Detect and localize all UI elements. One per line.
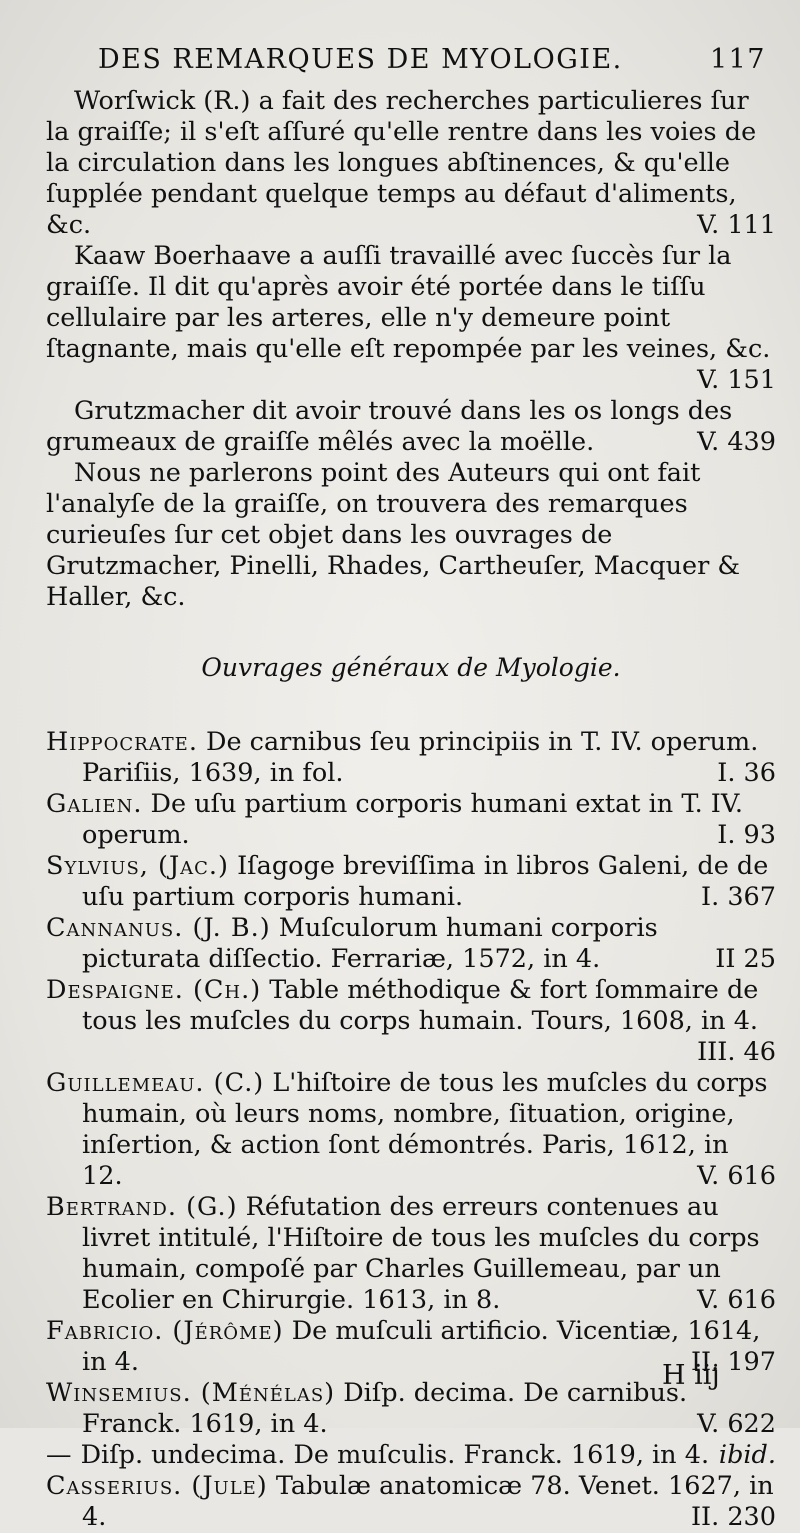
page-header-title: DES REMARQUES DE MYOLOGIE. — [98, 44, 623, 75]
entry-author: Sylvius, (Jac.) — [46, 851, 229, 881]
entry-text: Diſp. undecima. De muſculis. Franck. 1619, in 4. — [80, 1440, 710, 1470]
entry-author: Hippocrate. — [46, 727, 198, 757]
entry-author: Despaigne. (Ch.) — [46, 975, 262, 1005]
entry-author: Galien. — [46, 789, 143, 819]
entry-reference: ibid. — [718, 1440, 776, 1470]
paragraph-text: Kaaw Boerhaave a auſſi travaillé avec ſuccès ſur la graiſſe. Il dit qu'après avoir été portée dans le tiſſu cellulaire par les arteres, elle n'y demeure point ſtagnante, mais qu'elle eſt repompée par les veines, &c. — [46, 241, 771, 364]
bibliography-entry — [46, 975, 776, 1067]
entry-author: Cannanus. (J. B.) — [46, 913, 271, 943]
paragraph — [46, 241, 776, 395]
bibliography-entry — [46, 1068, 776, 1192]
bibliography-entry — [46, 789, 776, 851]
bibliography-entry — [46, 1471, 776, 1533]
reference: V. 151 — [697, 365, 776, 395]
page-body — [46, 86, 776, 1533]
entry-text: Diſp. decima. De carnibus. Franck. 1619, in 4. — [82, 1378, 688, 1439]
entry-text: Tabulæ anatomicæ 78. Venet. 1627, in 4. — [82, 1471, 774, 1532]
bibliography-entry — [46, 1192, 776, 1316]
entry-reference: II. 197 — [690, 1347, 776, 1377]
signature-mark: H iij — [662, 1360, 720, 1391]
paragraph-text: Grutzmacher dit avoir trouvé dans les os longs des grumeaux de graiſſe mêlés avec la moëlle. — [46, 396, 733, 457]
paragraph — [46, 396, 776, 458]
paragraph-text: Nous ne parlerons point des Auteurs qui ont fait l'analyſe de la graiſſe, on trouvera des remarques curieuſes ſur cet objet dans les ouvrages de Grutzmacher, Pinelli, Rhades, Cartheuſer, Macquer & Haller, &c. — [46, 458, 741, 612]
paragraph — [46, 86, 776, 241]
running-header — [98, 44, 766, 84]
entry-reference: II 25 — [715, 944, 776, 974]
bibliography-entry — [46, 851, 776, 913]
entry-reference: V. 616 — [697, 1285, 776, 1315]
bibliography-entry — [46, 727, 776, 789]
bibliography-entry — [46, 1440, 776, 1471]
entry-text: De uſu partium corporis humani extat in T. IV. operum. — [82, 789, 743, 850]
entry-reference: V. 616 — [697, 1161, 776, 1191]
entry-reference: I. 367 — [701, 882, 776, 912]
entry-author: Casserius. (Jule) — [46, 1471, 268, 1501]
entry-reference: I. 36 — [717, 758, 776, 788]
entry-text: Iſagoge breviſſima in libros Galeni, de de uſu partium corporis humani. — [82, 851, 769, 912]
entry-reference: III. 46 — [697, 1037, 776, 1067]
entry-reference: I. 93 — [717, 820, 776, 850]
entry-author: Guillemeau. (C.) — [46, 1068, 265, 1098]
entry-reference: II. 230 — [690, 1502, 776, 1532]
entry-text: De muſculi artificio. Vicentiæ, 1614, in 4. — [82, 1316, 761, 1377]
entry-author: Fabricio. (Jérôme) — [46, 1316, 284, 1346]
entry-text: Table méthodique & fort ſommaire de tous les muſcles du corps humain. Tours, 1608, in 4. — [82, 975, 759, 1036]
page-number: 117 — [709, 44, 766, 75]
entry-reference: V. 622 — [697, 1409, 776, 1439]
reference: V. 439 — [697, 427, 776, 457]
paragraph — [46, 458, 776, 613]
entry-text: L'hiſtoire de tous les muſcles du corps humain, où leurs noms, nombre, ſituation, origine, inſertion, & action ſont démontrés. Paris, 1612, in 12. — [82, 1068, 768, 1191]
entry-text: Muſculorum humani corporis picturata diſſectio. Ferrariæ, 1572, in 4. — [82, 913, 658, 974]
entry-text: De carnibus ſeu principiis in T. IV. operum. Pariſiis, 1639, in fol. — [82, 727, 759, 788]
paragraph-text: Worſwick (R.) a fait des recherches particulieres ſur la graiſſe; il s'eſt aſſuré qu'elle rentre dans les voies de la circulation dans les longues abſtinences, & qu'elle ſupplée pendant quelque temps au défaut d'aliments, &c. — [46, 86, 757, 240]
reference: V. 111 — [697, 210, 776, 240]
entry-text: Réfutation des erreurs contenues au livret intitulé, l'Hiſtoire de tous les muſcles du corps humain, compoſé par Charles Guillemeau, par un Ecolier en Chirurgie. 1613, in 8. — [82, 1192, 760, 1315]
entry-author: — — [46, 1440, 73, 1470]
entry-author: Bertrand. (G.) — [46, 1192, 238, 1222]
entry-author: Winsemius. (Ménélas) — [46, 1378, 336, 1408]
bibliography-entry — [46, 913, 776, 975]
section-title: Ouvrages généraux de Myologie. — [201, 653, 621, 682]
